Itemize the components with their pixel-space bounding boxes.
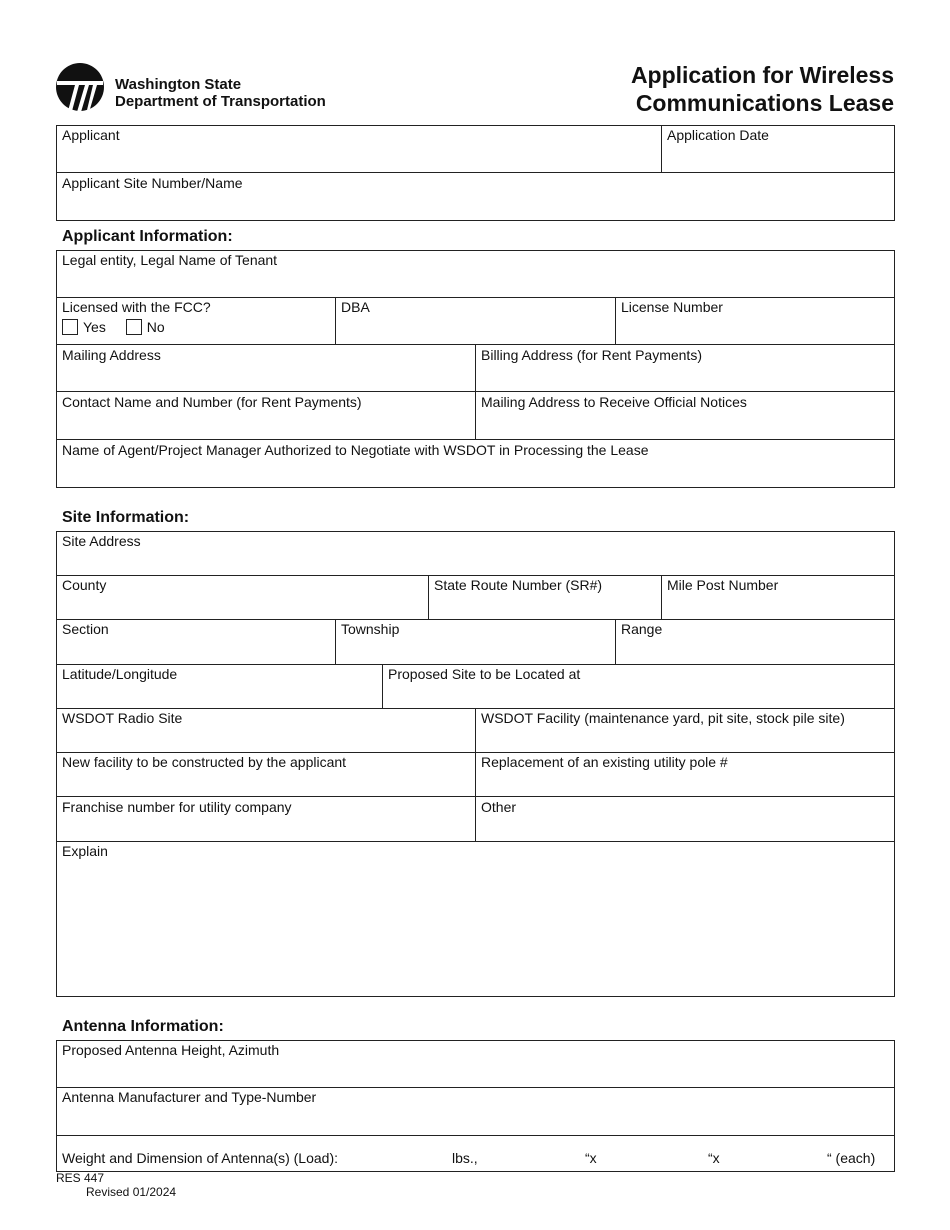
form-title-line-1: Application for Wireless [630,62,894,88]
section-label: Section [62,621,109,637]
antenna-manufacturer-field[interactable] [56,1080,316,1105]
license-number-label: License Number [621,299,723,315]
lat-long-field[interactable] [56,657,177,682]
application-date-label: Application Date [667,127,769,143]
site-address-label: Site Address [62,533,141,549]
site-info-heading: Site Information: [62,509,190,526]
form-title [631,61,894,117]
application-date-field[interactable] [661,118,769,143]
agent-label: Name of Agent/Project Manager Authorized to Negotiate with WSDOT in Processing the Lease [62,442,649,458]
explain-label: Explain [62,843,108,859]
wsdot-emblem-icon [55,62,105,112]
range-field[interactable] [615,612,662,637]
other-label: Other [481,799,517,815]
fcc-no-label: No [146,319,165,336]
township-label: Township [341,621,400,637]
form-title-line-2: Communications Lease [635,90,894,116]
state-route-field[interactable] [428,568,602,593]
site-number-name-label: Applicant Site Number/Name [62,175,243,191]
franchise-label: Franchise number for utility company [62,799,292,815]
site-number-name-field[interactable] [56,166,243,191]
agency-line-2: Department of Transportation [115,93,326,110]
form-number: RES 447 [56,1171,105,1185]
antenna-manufacturer-label: Antenna Manufacturer and Type-Number [62,1089,317,1105]
county-field[interactable] [56,568,106,593]
notices-address-label: Mailing Address to Receive Official Notices [481,394,747,410]
antenna-info-heading: Antenna Information: [62,1018,224,1035]
replacement-field[interactable] [475,745,728,770]
dba-field[interactable] [335,290,370,315]
proposed-site-field[interactable] [382,657,580,682]
applicant-label: Applicant [62,127,120,143]
site-address-field[interactable] [56,524,141,549]
lbs-unit-label: lbs., [452,1150,478,1166]
agency-name [115,76,326,110]
proposed-site-label: Proposed Site to be Located at [388,666,581,682]
lat-long-label: Latitude/Longitude [62,666,178,682]
legal-entity-label: Legal entity, Legal Name of Tenant [62,252,278,268]
other-field[interactable] [475,790,516,815]
billing-address-label: Billing Address (for Rent Payments) [481,347,702,363]
replacement-label: Replacement of an existing utility pole # [481,754,728,770]
township-field[interactable] [335,612,399,637]
new-facility-field[interactable] [56,745,346,770]
section-field[interactable] [56,612,109,637]
facility-field[interactable] [475,701,845,726]
revised-date: Revised 01/2024 [86,1185,177,1199]
divider [475,708,476,842]
wsdot-logo [55,62,375,112]
antenna-weight-label: Weight and Dimension of Antenna(s) (Load): [62,1150,339,1166]
notices-address-field[interactable] [475,385,747,410]
legal-entity-field[interactable] [56,243,277,268]
radio-site-field[interactable] [56,701,182,726]
new-facility-label: New facility to be constructed by the applicant [62,754,347,770]
fcc-no-checkbox[interactable] [126,319,142,335]
license-number-field[interactable] [615,290,723,315]
contact-label: Contact Name and Number (for Rent Payments) [62,394,362,410]
mailing-address-field[interactable] [56,338,161,363]
franchise-field[interactable] [56,790,292,815]
explain-field[interactable] [56,834,895,996]
range-label: Range [621,621,663,637]
antenna-height-field[interactable] [56,1033,279,1058]
divider [56,1135,895,1136]
fcc-checkbox-group [62,318,181,335]
fcc-yes-label: Yes [83,319,106,336]
county-label: County [62,577,107,593]
fcc-yes-checkbox[interactable] [62,319,78,335]
divider [56,619,895,620]
contact-field[interactable] [56,385,362,410]
mailing-address-label: Mailing Address [62,347,161,363]
billing-address-field[interactable] [475,338,702,363]
dimension-each-label: “ (each) [827,1150,876,1166]
dba-label: DBA [341,299,370,315]
agency-line-1: Washington State [115,76,242,93]
dimension-x2-label: “x [708,1150,720,1166]
antenna-height-label: Proposed Antenna Height, Azimuth [62,1042,280,1058]
licensed-fcc-field [56,290,211,315]
mile-post-label: Mile Post Number [667,577,779,593]
applicant-field[interactable] [56,118,120,143]
mile-post-field[interactable] [661,568,778,593]
facility-label: WSDOT Facility (maintenance yard, pit site, stock pile site) [481,710,845,726]
applicant-info-heading: Applicant Information: [62,228,233,245]
state-route-label: State Route Number (SR#) [434,577,603,593]
dimension-x1-label: “x [585,1150,597,1166]
agent-field[interactable] [56,433,649,458]
radio-site-label: WSDOT Radio Site [62,710,183,726]
licensed-fcc-label: Licensed with the FCC? [62,299,211,315]
